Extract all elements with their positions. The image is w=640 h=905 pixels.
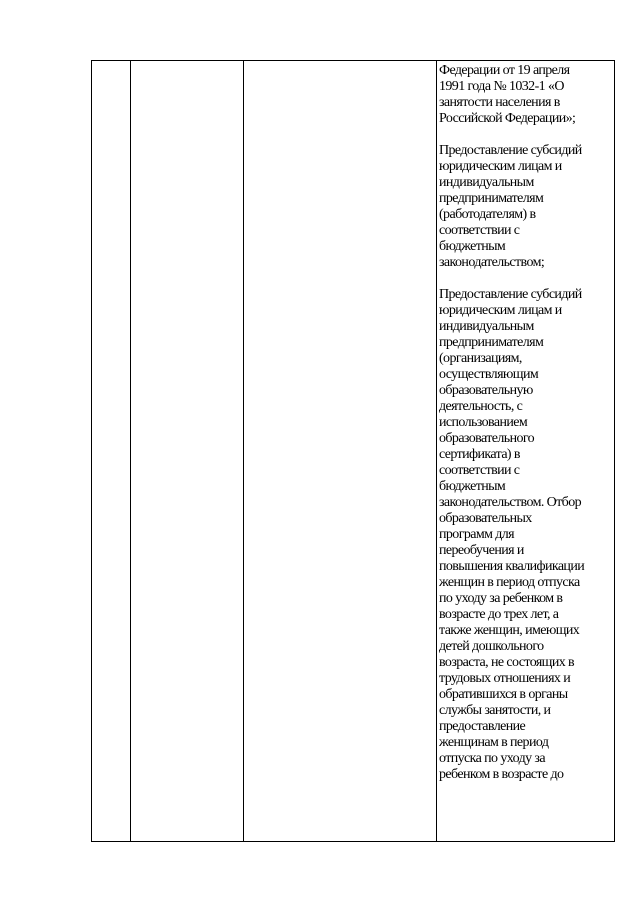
text-line: сертификата) в	[439, 447, 520, 462]
text-line: использованием	[439, 415, 528, 430]
text-line: предпринимателям	[439, 191, 544, 206]
text-line: возрасте до трех лет, а	[439, 607, 559, 622]
text-line: отпуска по уходу за	[439, 751, 545, 766]
text-line: предоставление	[439, 719, 526, 734]
text-line: законодательством. Отбор	[439, 495, 581, 510]
text-line: бюджетным	[439, 479, 506, 494]
text-line: женщинам в период	[439, 735, 549, 750]
text-line: программ для	[439, 527, 515, 542]
text-line: предпринимателям	[439, 335, 544, 350]
text-line: Предоставление субсидий	[439, 143, 582, 158]
text-line: осуществляющим	[439, 367, 539, 382]
table-cell-name	[131, 61, 244, 842]
cell-text-mechanism	[437, 61, 614, 783]
text-line: женщин в период отпуска	[439, 575, 580, 590]
text-line: юридическим лицам и	[439, 159, 562, 174]
cell-text	[92, 61, 130, 63]
paragraph	[439, 63, 614, 127]
text-line: детей дошкольного	[439, 639, 544, 654]
text-line: Федерации от 19 апреля	[439, 63, 570, 78]
text-line: Российской Федерации»;	[439, 111, 576, 126]
text-line: 1991 года № 1032-1 «О	[439, 79, 564, 94]
text-line: законодательством;	[439, 255, 545, 270]
text-line: Предоставление субсидий	[439, 287, 582, 302]
table-cell-mechanism	[437, 61, 615, 842]
text-line: образовательного	[439, 431, 535, 446]
text-line: индивидуальным	[439, 319, 534, 334]
text-line: занятости населения в	[439, 95, 560, 110]
text-line: ребенком в возрасте до	[439, 767, 564, 782]
text-line: (работодателям) в	[439, 207, 536, 222]
table-cell-description	[244, 61, 437, 842]
text-line: (организациям,	[439, 351, 522, 366]
text-line: бюджетным	[439, 239, 506, 254]
text-line: переобучения и	[439, 543, 524, 558]
text-line: юридическим лицам и	[439, 303, 562, 318]
document-table	[91, 60, 615, 842]
text-line: образовательную	[439, 383, 533, 398]
cell-text	[244, 61, 436, 63]
cell-text	[131, 61, 243, 63]
text-line: трудовых отношениях и	[439, 671, 571, 686]
text-line: индивидуальным	[439, 175, 534, 190]
paragraph	[439, 287, 614, 783]
text-line: обратившихся в органы	[439, 687, 568, 702]
text-line: соответствии с	[439, 223, 520, 238]
text-line: деятельность, с	[439, 399, 523, 414]
text-line: службы занятости, и	[439, 703, 551, 718]
paragraph	[439, 143, 614, 271]
text-line: также женщин, имеющих	[439, 623, 580, 638]
text-line: образовательных	[439, 511, 532, 526]
text-line: повышения квалификации	[439, 559, 585, 574]
text-line: по уходу за ребенком в	[439, 591, 563, 606]
table-row	[92, 61, 615, 842]
text-line: возраста, не состоящих в	[439, 655, 575, 670]
text-line: соответствии с	[439, 463, 520, 478]
table-cell-number	[92, 61, 131, 842]
